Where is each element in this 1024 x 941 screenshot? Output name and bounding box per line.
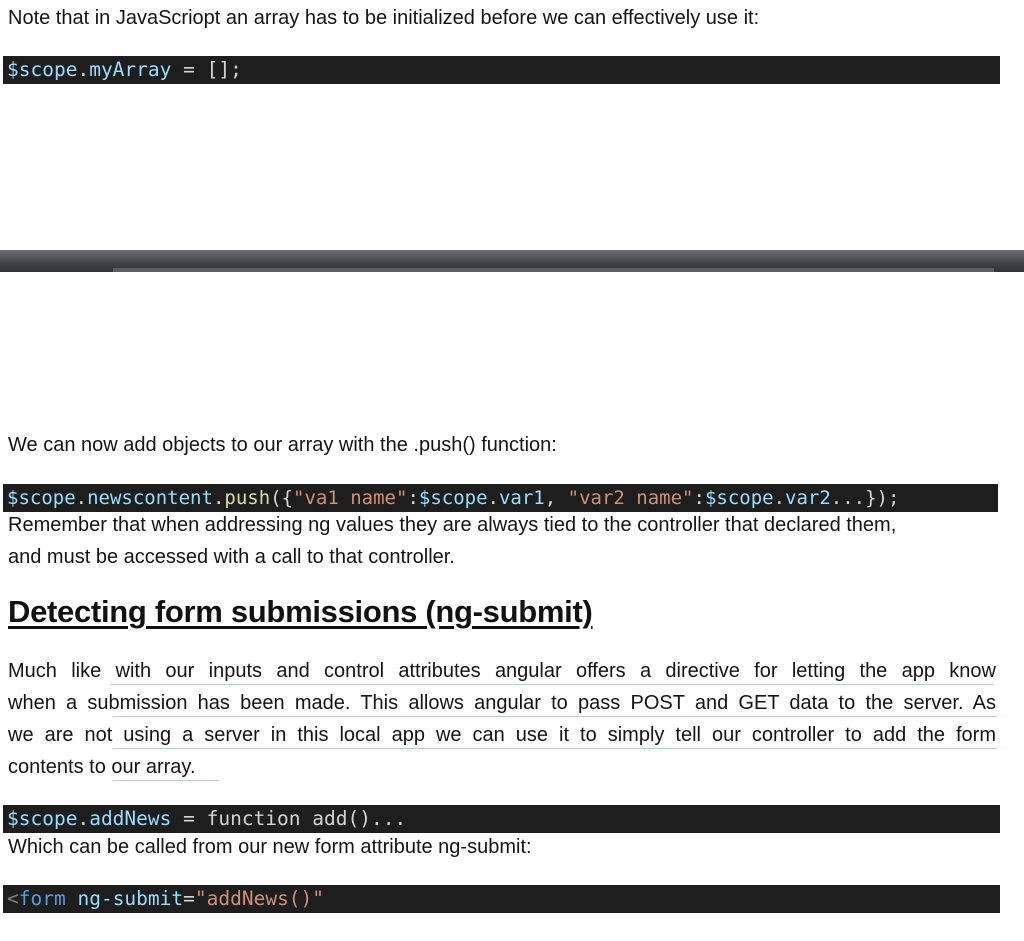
- code-token: var2: [785, 487, 831, 509]
- code-token: "va1 name": [293, 487, 408, 509]
- code-token: myArray: [89, 58, 172, 81]
- code-token: addNews: [89, 807, 172, 830]
- code-token: .: [773, 487, 786, 509]
- code-token: push: [224, 487, 271, 509]
- page-divider-band: [0, 250, 1024, 272]
- code-token: .: [487, 487, 499, 509]
- code-token: $scope: [704, 487, 774, 509]
- code-token: "var2 name": [567, 487, 694, 509]
- code-token: = function add()...: [171, 807, 407, 830]
- code-token: = [];: [171, 58, 242, 81]
- tracked-change-underline: [113, 716, 997, 717]
- code-token: <: [7, 887, 19, 910]
- tracked-change-underline: [110, 684, 994, 685]
- code-token: [66, 887, 78, 910]
- code-token: .: [77, 58, 90, 81]
- para-line-1: Much like with our inputs and control attributes angular offers a directive for letting the app know: [8, 660, 996, 682]
- remember-line-1: Remember that when addressing ng values they are always tied to the controller that declared them,: [8, 514, 897, 536]
- code-token: =: [183, 887, 195, 910]
- intro-text: Note that in JavaScriopt an array has to be initialized before we can effectively use it:: [8, 7, 760, 29]
- code-token: form: [18, 887, 66, 910]
- code-token: "addNews()": [194, 887, 325, 910]
- para-line-2: when a submission has been made. This allows angular to pass POST and GET data to the server. As: [8, 692, 996, 714]
- code-token: .: [75, 487, 88, 509]
- remember-line-2: and must be accessed with a call to that controller.: [8, 546, 455, 568]
- code-block-form: [3, 885, 1000, 913]
- code-block-addnews: [3, 805, 1000, 833]
- tracked-change-underline: [113, 780, 219, 781]
- code-token: $scope: [7, 807, 78, 830]
- para-line-3: we are not using a server in this local app we can use it to simply tell our controller to add the form: [8, 724, 996, 746]
- code-token: ({: [270, 487, 294, 509]
- code-token: ...});: [830, 487, 900, 509]
- code-token: :: [693, 487, 705, 509]
- divider-highlight: [113, 268, 994, 272]
- code-token: $scope: [7, 58, 78, 81]
- code-token: $scope: [7, 487, 76, 509]
- code-token: newscontent: [87, 487, 213, 509]
- code-token: ng-submit: [77, 887, 184, 910]
- code-token: $scope: [418, 487, 488, 509]
- code-block-push: [3, 484, 998, 512]
- code-block-myarray: [3, 56, 1000, 84]
- section-heading: Detecting form submissions (ng-submit): [8, 594, 593, 629]
- code-token: ,: [544, 487, 568, 509]
- code-token: .: [77, 807, 90, 830]
- para-line-4: contents to our array.: [8, 756, 196, 778]
- push-intro-text: We can now add objects to our array with the .push() function:: [8, 434, 557, 456]
- code-token: :: [407, 487, 419, 509]
- code-token: .: [212, 487, 225, 509]
- called-text: Which can be called from our new form attribute ng-submit:: [8, 836, 532, 858]
- code-token: var1: [498, 487, 545, 509]
- tracked-change-underline: [113, 748, 997, 749]
